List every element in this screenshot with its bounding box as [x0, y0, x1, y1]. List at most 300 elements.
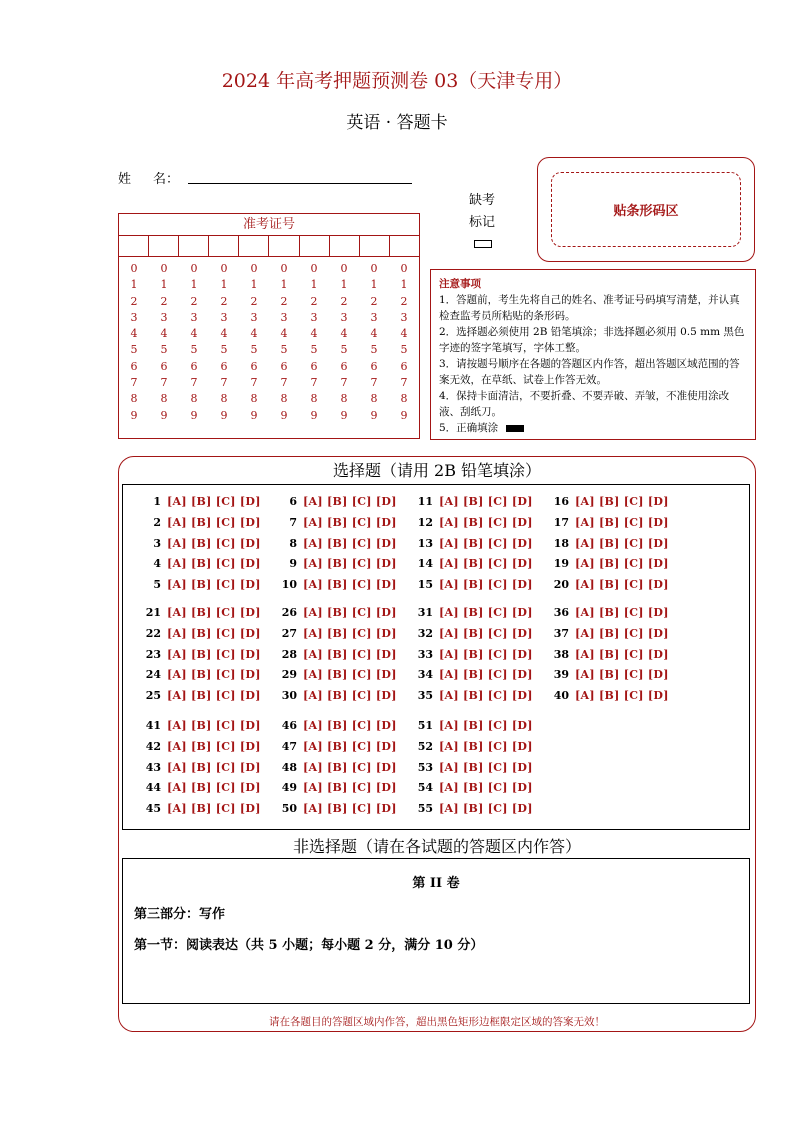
exam-number-digit-bubble[interactable]: 2 — [250, 294, 258, 308]
answer-bubbles[interactable]: [A] [B] [C] [D] — [575, 668, 669, 682]
question-row — [411, 495, 533, 508]
answer-bubbles[interactable]: [A] [B] [C] [D] — [167, 781, 261, 795]
answer-bubbles[interactable]: [A] [B] [C] [D] — [439, 689, 533, 703]
question-row — [411, 627, 533, 640]
answer-bubbles[interactable]: [A] [B] [C] [D] — [167, 647, 261, 661]
question-number: 15 — [417, 578, 433, 592]
exam-number-digit-bubble[interactable]: 8 — [160, 392, 168, 406]
exam-number-digit-bubble[interactable]: 5 — [310, 343, 318, 357]
question-row — [411, 516, 533, 529]
question-number: 41 — [145, 719, 161, 732]
answer-bubbles[interactable]: [A] [B] [C] [D] — [303, 689, 397, 703]
answer-bubbles[interactable]: [A] [B] [C] [D] — [439, 626, 533, 640]
answer-bubbles[interactable]: [A] [B] [C] [D] — [303, 802, 397, 816]
exam-number-digit-bubble[interactable]: 8 — [400, 392, 408, 406]
question-row — [547, 606, 669, 619]
question-number: 42 — [145, 739, 161, 753]
answer-bubbles[interactable]: [A] [B] [C] [D] — [303, 781, 397, 795]
answer-bubbles[interactable]: [A] [B] [C] [D] — [167, 668, 261, 682]
answer-bubbles[interactable]: [A] [B] [C] [D] — [439, 536, 533, 550]
exam-number-digit-bubble[interactable]: 2 — [220, 294, 228, 308]
answer-bubbles[interactable]: [A] [B] [C] [D] — [439, 668, 533, 682]
exam-number-cell[interactable] — [330, 236, 360, 256]
answer-bubbles[interactable]: [A] [B] [C] [D] — [439, 647, 533, 661]
answer-bubbles[interactable]: [A] [B] [C] [D] — [439, 578, 533, 592]
name-input-line[interactable] — [188, 183, 412, 184]
exam-number-digit-bubble[interactable]: 4 — [280, 327, 288, 341]
exam-number-digit-bubble[interactable]: 0 — [400, 262, 408, 275]
answer-bubbles[interactable]: [A] [B] [C] [D] — [303, 760, 397, 774]
question-row — [547, 648, 669, 661]
exam-number-digit-bubble[interactable]: 5 — [190, 343, 198, 357]
answer-bubbles[interactable]: [A] [B] [C] [D] — [167, 606, 261, 619]
question-number: 53 — [417, 760, 433, 774]
exam-number-cell[interactable] — [269, 236, 299, 256]
exam-number-digit-bubble[interactable]: 8 — [220, 392, 228, 406]
question-row — [139, 578, 261, 591]
exam-number-digit-bubble[interactable]: 6 — [370, 359, 378, 373]
exam-number-digit-bubble[interactable]: 1 — [190, 278, 198, 292]
answer-bubbles[interactable]: [A] [B] [C] [D] — [303, 719, 397, 732]
question-row — [275, 537, 397, 550]
question-row — [275, 761, 397, 774]
answer-bubbles[interactable]: [A] [B] [C] [D] — [439, 781, 533, 795]
exam-number-digit-bubble[interactable]: 9 — [370, 408, 378, 422]
exam-number-grid — [118, 213, 420, 439]
exam-number-digit-bubble[interactable]: 6 — [220, 359, 228, 373]
exam-number-digit-bubble[interactable]: 2 — [400, 294, 408, 308]
exam-number-digit-bubble[interactable]: 7 — [280, 376, 288, 390]
question-number: 7 — [289, 515, 297, 529]
question-row — [139, 627, 261, 640]
exam-number-bubbles — [119, 257, 419, 424]
exam-number-digit-bubble[interactable]: 7 — [250, 376, 258, 390]
exam-number-digit-bubble[interactable]: 3 — [370, 310, 378, 324]
instructions-list — [439, 292, 747, 420]
exam-number-digit-bubble[interactable]: 6 — [310, 359, 318, 373]
question-number: 52 — [417, 739, 433, 753]
question-row — [411, 761, 533, 774]
exam-number-column — [329, 261, 359, 424]
multiple-choice-heading: 选择题（请用 2B 铅笔填涂） — [332, 461, 542, 480]
answer-bubbles[interactable]: [A] [B] [C] [D] — [439, 495, 533, 508]
exam-number-digit-bubble[interactable]: 5 — [340, 343, 348, 357]
question-number: 12 — [417, 515, 433, 529]
exam-number-digit-bubble[interactable]: 9 — [340, 408, 348, 422]
answer-bubbles[interactable]: [A] [B] [C] [D] — [167, 557, 261, 571]
answer-bubbles[interactable]: [A] [B] [C] [D] — [439, 557, 533, 571]
exam-number-digit-bubble[interactable]: 6 — [250, 359, 258, 373]
question-number: 27 — [281, 626, 297, 640]
question-row — [411, 689, 533, 702]
question-number: 40 — [553, 689, 569, 703]
exam-number-digit-bubble[interactable]: 0 — [280, 262, 288, 275]
correct-fill-example — [439, 420, 747, 436]
question-row — [411, 648, 533, 661]
absent-label-line1: 缺考 — [468, 193, 495, 208]
exam-number-digit-bubble[interactable]: 0 — [220, 262, 228, 275]
answer-bubbles[interactable]: [A] [B] [C] [D] — [303, 739, 397, 753]
exam-number-digit-bubble[interactable]: 9 — [130, 408, 138, 422]
instructions-box — [430, 269, 756, 440]
exam-number-digit-bubble[interactable]: 7 — [340, 376, 348, 390]
exam-number-digit-bubble[interactable]: 4 — [370, 327, 378, 341]
answer-bubbles[interactable]: [A] [B] [C] [D] — [575, 626, 669, 640]
question-row — [139, 537, 261, 550]
answer-bubbles[interactable]: [A] [B] [C] [D] — [167, 626, 261, 640]
question-number: 21 — [145, 606, 161, 619]
name-label-char-1: 姓 — [118, 172, 132, 187]
question-number: 37 — [553, 626, 569, 640]
name-label-char-2: 名： — [153, 172, 180, 187]
exam-number-digit-bubble[interactable]: 6 — [190, 359, 198, 373]
barcode-area: 贴条形码区 — [551, 172, 741, 247]
exam-number-digit-bubble[interactable]: 7 — [130, 376, 138, 390]
question-row — [411, 668, 533, 681]
exam-number-digit-bubble[interactable]: 2 — [370, 294, 378, 308]
section-label: 第一节：阅读表达（共 5 小题；每小题 2 分，满分 10 分） — [134, 938, 484, 953]
question-row — [139, 495, 261, 508]
exam-number-digit-bubble[interactable]: 7 — [370, 376, 378, 390]
answer-bubbles[interactable]: [A] [B] [C] [D] — [439, 515, 533, 529]
question-row — [411, 537, 533, 550]
question-number: 19 — [553, 557, 569, 571]
answer-bubbles[interactable]: [A] [B] [C] [D] — [303, 668, 397, 682]
exam-number-digit-bubble[interactable]: 7 — [400, 376, 408, 390]
absent-mark-box[interactable] — [474, 240, 492, 248]
exam-number-digit-bubble[interactable]: 4 — [160, 327, 168, 341]
question-number: 43 — [145, 760, 161, 774]
exam-number-digit-bubble[interactable]: 4 — [310, 327, 318, 341]
exam-number-digit-bubble[interactable]: 8 — [370, 392, 378, 406]
answer-bubbles[interactable]: [A] [B] [C] [D] — [303, 536, 397, 550]
exam-number-digit-bubble[interactable]: 9 — [250, 408, 258, 422]
question-number: 45 — [145, 802, 161, 816]
exam-number-digit-bubble[interactable]: 5 — [280, 343, 288, 357]
question-row — [275, 668, 397, 681]
exam-number-column — [179, 261, 209, 424]
exam-number-digit-bubble[interactable]: 5 — [370, 343, 378, 357]
exam-number-digit-bubble[interactable]: 5 — [130, 343, 138, 357]
exam-number-digit-bubble[interactable]: 0 — [130, 262, 138, 275]
question-number: 3 — [153, 536, 161, 550]
exam-number-digit-bubble[interactable]: 1 — [340, 278, 348, 292]
question-number: 11 — [417, 495, 433, 508]
answer-bubbles[interactable]: [A] [B] [C] [D] — [575, 647, 669, 661]
question-number: 46 — [281, 719, 297, 732]
question-number: 47 — [281, 739, 297, 753]
exam-number-cell[interactable] — [149, 236, 179, 256]
exam-number-digit-bubble[interactable]: 3 — [280, 310, 288, 324]
exam-number-digit-bubble[interactable]: 2 — [340, 294, 348, 308]
question-row — [139, 557, 261, 570]
answer-bubbles[interactable]: [A] [B] [C] [D] — [303, 495, 397, 508]
answer-bubbles[interactable]: [A] [B] [C] [D] — [167, 515, 261, 529]
exam-number-digit-bubble[interactable]: 3 — [160, 310, 168, 324]
answer-bubbles[interactable]: [A] [B] [C] [D] — [439, 760, 533, 774]
question-number: 23 — [145, 647, 161, 661]
exam-number-digit-bubble[interactable]: 0 — [340, 262, 348, 275]
exam-number-digit-bubble[interactable]: 1 — [280, 278, 288, 292]
question-row — [139, 740, 261, 753]
question-number: 10 — [281, 578, 297, 592]
exam-number-digit-bubble[interactable]: 0 — [250, 262, 258, 275]
answer-bubbles[interactable]: [A] [B] [C] [D] — [167, 719, 261, 732]
exam-number-digit-bubble[interactable]: 1 — [250, 278, 258, 292]
answer-bubbles[interactable]: [A] [B] [C] [D] — [167, 578, 261, 592]
exam-number-column — [119, 261, 149, 424]
volume-label: 第 II 卷 — [412, 876, 460, 891]
question-row — [275, 740, 397, 753]
exam-number-digit-bubble[interactable]: 4 — [220, 327, 228, 341]
exam-number-digit-bubble[interactable]: 8 — [340, 392, 348, 406]
question-number: 38 — [553, 647, 569, 661]
exam-number-column — [359, 261, 389, 424]
exam-number-title: 准考证号 — [119, 214, 419, 236]
question-number: 8 — [289, 536, 297, 550]
answer-bubbles[interactable]: [A] [B] [C] [D] — [167, 739, 261, 753]
exam-number-digit-bubble[interactable]: 2 — [130, 294, 138, 308]
footer-warning: 请在各题目的答题区域内作答，超出黑色矩形边框限定区域的答案无效！ — [269, 1016, 605, 1028]
question-row — [139, 606, 261, 619]
answer-bubbles[interactable]: [A] [B] [C] [D] — [167, 689, 261, 703]
exam-number-cell[interactable] — [360, 236, 390, 256]
answer-bubbles[interactable]: [A] [B] [C] [D] — [303, 557, 397, 571]
question-number: 17 — [553, 515, 569, 529]
question-row — [547, 689, 669, 702]
question-row — [139, 516, 261, 529]
exam-number-digit-bubble[interactable]: 7 — [160, 376, 168, 390]
answer-bubbles[interactable]: [A] [B] [C] [D] — [575, 536, 669, 550]
exam-number-cell[interactable] — [239, 236, 269, 256]
answer-bubbles[interactable]: [A] [B] [C] [D] — [303, 626, 397, 640]
question-number: 28 — [281, 647, 297, 661]
exam-number-cell[interactable] — [209, 236, 239, 256]
answer-bubbles[interactable]: [A] [B] [C] [D] — [575, 689, 669, 703]
answer-bubbles[interactable]: [A] [B] [C] [D] — [439, 719, 533, 732]
exam-number-write-cells — [119, 236, 419, 257]
question-row — [275, 719, 397, 732]
question-number: 1 — [153, 495, 161, 508]
exam-number-digit-bubble[interactable]: 5 — [400, 343, 408, 357]
page-title: 2024 年高考押题预测卷 03（天津专用） — [221, 70, 573, 92]
exam-number-digit-bubble[interactable]: 8 — [250, 392, 258, 406]
answer-bubbles[interactable]: [A] [B] [C] [D] — [439, 739, 533, 753]
question-number: 36 — [553, 606, 569, 619]
exam-number-digit-bubble[interactable]: 6 — [340, 359, 348, 373]
exam-number-digit-bubble[interactable]: 8 — [130, 392, 138, 406]
exam-number-cell[interactable] — [179, 236, 209, 256]
exam-number-digit-bubble[interactable]: 1 — [220, 278, 228, 292]
exam-number-digit-bubble[interactable]: 4 — [130, 327, 138, 341]
answer-bubbles[interactable]: [A] [B] [C] [D] — [575, 606, 669, 619]
exam-number-digit-bubble[interactable]: 2 — [280, 294, 288, 308]
answer-bubbles[interactable]: [A] [B] [C] [D] — [303, 606, 397, 619]
instructions-title: 注意事项 — [439, 278, 481, 290]
answer-bubbles[interactable]: [A] [B] [C] [D] — [439, 802, 533, 816]
answer-bubbles[interactable]: [A] [B] [C] [D] — [575, 578, 669, 592]
question-row — [411, 606, 533, 619]
exam-number-digit-bubble[interactable]: 0 — [310, 262, 318, 275]
question-row — [547, 578, 669, 591]
exam-number-digit-bubble[interactable]: 6 — [160, 359, 168, 373]
exam-number-digit-bubble[interactable]: 9 — [280, 408, 288, 422]
exam-number-digit-bubble[interactable]: 3 — [250, 310, 258, 324]
exam-number-digit-bubble[interactable]: 8 — [190, 392, 198, 406]
question-row — [547, 537, 669, 550]
exam-number-column — [239, 261, 269, 424]
question-number: 35 — [417, 689, 433, 703]
question-row — [275, 516, 397, 529]
question-number: 4 — [153, 557, 161, 571]
question-row — [139, 668, 261, 681]
exam-number-digit-bubble[interactable]: 1 — [310, 278, 318, 292]
page-subtitle: 英语 · 答题卡 — [346, 113, 448, 133]
exam-number-digit-bubble[interactable]: 3 — [190, 310, 198, 324]
answer-bubbles[interactable]: [A] [B] [C] [D] — [303, 647, 397, 661]
exam-number-digit-bubble[interactable]: 2 — [160, 294, 168, 308]
part-label: 第三部分：写作 — [134, 907, 226, 922]
answer-bubbles[interactable]: [A] [B] [C] [D] — [575, 495, 669, 508]
exam-number-digit-bubble[interactable]: 5 — [160, 343, 168, 357]
exam-number-cell[interactable] — [119, 236, 149, 256]
question-number: 32 — [417, 626, 433, 640]
question-row — [275, 802, 397, 815]
exam-number-digit-bubble[interactable]: 4 — [190, 327, 198, 341]
question-row — [275, 557, 397, 570]
absent-mark-label — [462, 190, 502, 234]
question-number: 22 — [145, 626, 161, 640]
question-row — [275, 781, 397, 794]
correct-fill-label: 5．正确填涂 — [439, 422, 499, 434]
non-multiple-choice-heading: 非选择题（请在各试题的答题区内作答） — [292, 837, 581, 856]
answer-bubbles[interactable]: [A] [B] [C] [D] — [167, 760, 261, 774]
question-number: 51 — [417, 719, 433, 732]
exam-number-digit-bubble[interactable]: 7 — [310, 376, 318, 390]
exam-number-digit-bubble[interactable]: 8 — [280, 392, 288, 406]
absent-label-line2: 标记 — [468, 215, 495, 230]
exam-number-digit-bubble[interactable]: 0 — [190, 262, 198, 275]
exam-number-digit-bubble[interactable]: 0 — [370, 262, 378, 275]
question-row — [547, 495, 669, 508]
exam-number-cell[interactable] — [390, 236, 419, 256]
question-row — [411, 557, 533, 570]
question-number: 20 — [553, 578, 569, 592]
exam-number-column — [209, 261, 239, 424]
question-row — [139, 689, 261, 702]
question-number: 33 — [417, 647, 433, 661]
exam-number-digit-bubble[interactable]: 1 — [160, 278, 168, 292]
exam-number-digit-bubble[interactable]: 1 — [130, 278, 138, 292]
question-row — [547, 516, 669, 529]
question-row — [411, 781, 533, 794]
exam-number-digit-bubble[interactable]: 7 — [190, 376, 198, 390]
question-number: 16 — [553, 495, 569, 508]
question-number: 13 — [417, 536, 433, 550]
answer-bubbles[interactable]: [A] [B] [C] [D] — [303, 515, 397, 529]
exam-number-digit-bubble[interactable]: 4 — [400, 327, 408, 341]
exam-number-digit-bubble[interactable]: 2 — [310, 294, 318, 308]
exam-number-digit-bubble[interactable]: 6 — [130, 359, 138, 373]
question-number: 55 — [417, 802, 433, 816]
exam-number-digit-bubble[interactable]: 9 — [220, 408, 228, 422]
exam-number-digit-bubble[interactable]: 3 — [220, 310, 228, 324]
question-row — [411, 740, 533, 753]
answer-bubbles[interactable]: [A] [B] [C] [D] — [303, 578, 397, 592]
question-number: 54 — [417, 781, 433, 795]
exam-number-column — [299, 261, 329, 424]
exam-number-cell[interactable] — [300, 236, 330, 256]
question-number: 9 — [289, 557, 297, 571]
answer-bubbles[interactable]: [A] [B] [C] [D] — [439, 606, 533, 619]
question-number: 26 — [281, 606, 297, 619]
exam-number-digit-bubble[interactable]: 4 — [340, 327, 348, 341]
question-number: 44 — [145, 781, 161, 795]
exam-number-column — [389, 261, 419, 424]
question-number: 2 — [153, 515, 161, 529]
answer-bubbles[interactable]: [A] [B] [C] [D] — [167, 495, 261, 508]
exam-number-digit-bubble[interactable]: 5 — [220, 343, 228, 357]
exam-number-digit-bubble[interactable]: 8 — [310, 392, 318, 406]
exam-number-digit-bubble[interactable]: 9 — [190, 408, 198, 422]
exam-number-digit-bubble[interactable]: 0 — [160, 262, 168, 275]
exam-number-digit-bubble[interactable]: 2 — [190, 294, 198, 308]
question-number: 14 — [417, 557, 433, 571]
question-row — [411, 719, 533, 732]
answer-bubbles[interactable]: [A] [B] [C] [D] — [167, 536, 261, 550]
exam-number-digit-bubble[interactable]: 3 — [310, 310, 318, 324]
exam-number-digit-bubble[interactable]: 6 — [400, 359, 408, 373]
exam-number-digit-bubble[interactable]: 3 — [130, 310, 138, 324]
question-number: 31 — [417, 606, 433, 619]
question-row — [547, 627, 669, 640]
question-row — [139, 648, 261, 661]
instruction-item: 2．选择题必须使用 2B 铅笔填涂；非选择题必须用 0.5 mm 黑色字迹的签字笔填写，字体工整。 — [439, 326, 745, 354]
answer-bubbles[interactable]: [A] [B] [C] [D] — [167, 802, 261, 816]
question-number: 5 — [153, 578, 161, 592]
question-number: 24 — [145, 668, 161, 682]
question-number: 6 — [289, 495, 297, 508]
exam-number-digit-bubble[interactable]: 7 — [220, 376, 228, 390]
exam-number-digit-bubble[interactable]: 4 — [250, 327, 258, 341]
answer-bubbles[interactable]: [A] [B] [C] [D] — [575, 515, 669, 529]
exam-number-digit-bubble[interactable]: 6 — [280, 359, 288, 373]
question-row — [547, 557, 669, 570]
question-number: 39 — [553, 668, 569, 682]
question-row — [411, 802, 533, 815]
exam-number-digit-bubble[interactable]: 1 — [400, 278, 408, 292]
instruction-item: 3．请按题号顺序在各题的答题区内作答，超出答题区域范围的答案无效，在草纸、试卷上作答无效。 — [439, 358, 740, 386]
question-row — [275, 627, 397, 640]
question-row — [275, 689, 397, 702]
question-row — [139, 761, 261, 774]
exam-number-digit-bubble[interactable]: 9 — [160, 408, 168, 422]
question-row — [411, 578, 533, 591]
question-number: 30 — [281, 689, 297, 703]
exam-number-digit-bubble[interactable]: 5 — [250, 343, 258, 357]
exam-number-digit-bubble[interactable]: 1 — [370, 278, 378, 292]
exam-number-digit-bubble[interactable]: 3 — [340, 310, 348, 324]
question-row — [275, 648, 397, 661]
exam-number-digit-bubble[interactable]: 9 — [400, 408, 408, 422]
exam-number-digit-bubble[interactable]: 9 — [310, 408, 318, 422]
answer-bubbles[interactable]: [A] [B] [C] [D] — [575, 557, 669, 571]
question-row — [139, 802, 261, 815]
exam-number-digit-bubble[interactable]: 3 — [400, 310, 408, 324]
question-number: 50 — [281, 802, 297, 816]
instruction-item: 1．答题前，考生先将自己的姓名、准考证号码填写清楚，并认真检查监考员所粘贴的条形码。 — [439, 294, 740, 322]
question-row — [275, 606, 397, 619]
